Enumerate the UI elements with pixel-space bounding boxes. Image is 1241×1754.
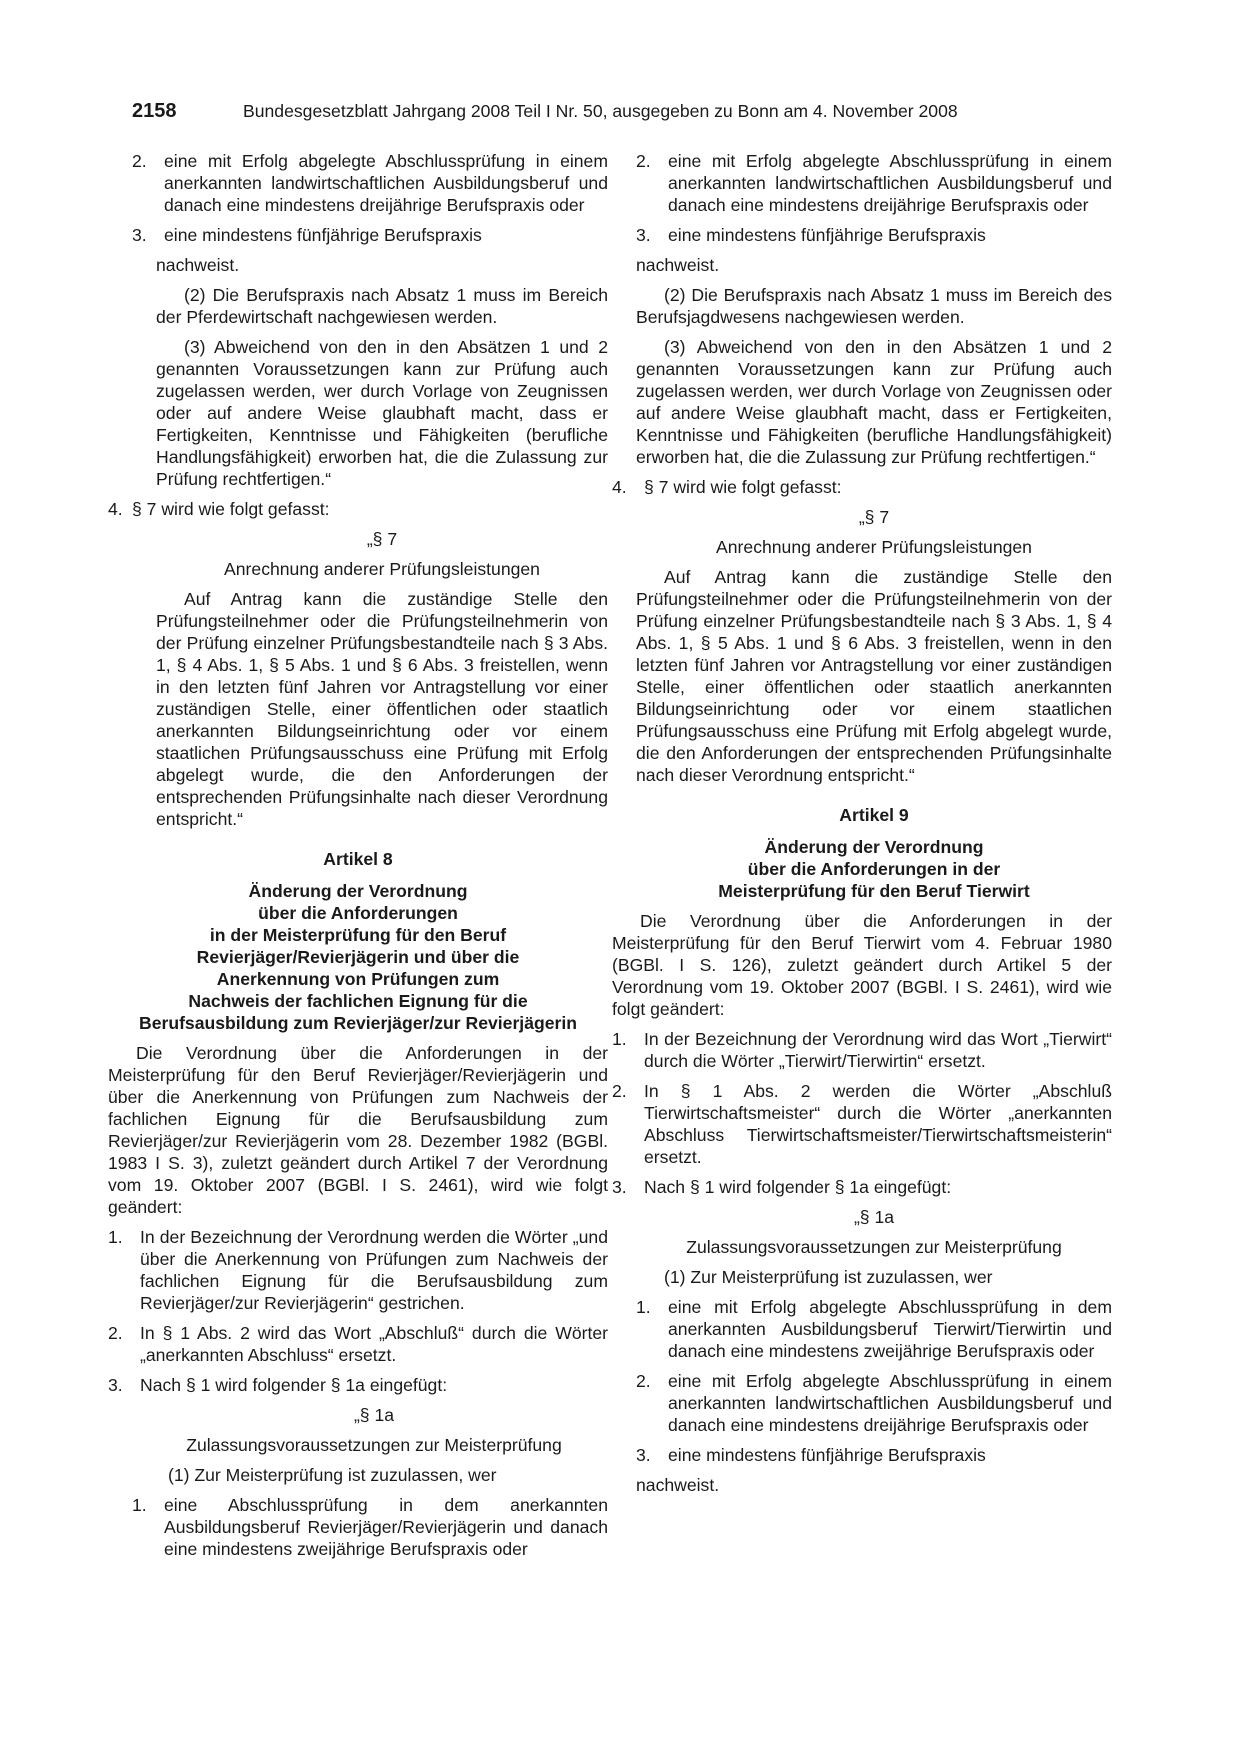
paragraph-number: „§ 1a: [353, 1405, 395, 1425]
list-item: 2. eine mit Erfolg abgelegte Abschlussprüfung in einem anerkannten landwirtschaftlichen Ausbildungsberuf und danach eine mindestens dreijährige Berufspraxis oder: [636, 1371, 1112, 1435]
paragraph-number: „§ 7: [858, 507, 890, 527]
right-column: [612, 150, 1112, 1504]
absatz-2: (2) Die Berufspraxis nach Absatz 1 muss im Bereich des Berufsjagdwesens nachgewiesen werden.: [636, 285, 1112, 327]
absatz-3: (3) Abweichend von den in den Absätzen 1 und 2 genannten Voraussetzungen kann zur Prüfung auch zugelassen werden, wer durch Vorlage von Zeugnissen oder auf andere Weise glaubhaft macht, dass er Fertigkeiten, Kenntnisse und Fähigkeiten (berufliche Handlungsfähigkeit) erworben hat, die die Zulassung zur Prüfung rechtfertigen.“: [156, 337, 608, 489]
list-item: 3. eine mindestens fünfjährige Berufspraxis: [636, 225, 986, 245]
article-intro: Die Verordnung über die Anforderungen in der Meisterprüfung für den Beruf Tierwirt vom 4. Februar 1980 (BGBl. I S. 126), zuletzt geändert durch Artikel 5 der Verordnung vom 19. Oktober 2007 (BGBl. I S. 2461), wird wie folgt geändert:: [612, 911, 1112, 1019]
paragraph-number: „§ 7: [366, 529, 398, 549]
list-item: 2. In § 1 Abs. 2 werden die Wörter „Abschluß Tierwirtschaftsmeister“ durch die Wörter „anerkannten Abschluss Tierwirtschaftsmeister/Tierwirtschaftsmeisterin“ ersetzt.: [612, 1081, 1112, 1167]
absatz-2: (2) Die Berufspraxis nach Absatz 1 muss im Bereich der Pferdewirtschaft nachgewiesen werden.: [156, 285, 608, 327]
left-column: [108, 150, 608, 1568]
nachweist-text: nachweist.: [636, 1475, 720, 1495]
article-intro: Die Verordnung über die Anforderungen in der Meisterprüfung für den Beruf Revierjäger/Revierjägerin und über die Anerkennung von Prüfungen zum Nachweis der fachlichen Eignung für die Berufsausbildung zum Revierjäger/zur Revierjägerin vom 28. Dezember 1982 (BGBl. 1983 I S. 3), zuletzt geändert durch Artikel 7 der Verordnung vom 19. Oktober 2007 (BGBl. I S. 2461), wird wie folgt geändert:: [108, 1043, 608, 1217]
page-header: [132, 100, 1112, 130]
paragraph-title: Zulassungsvoraussetzungen zur Meisterprüfung: [186, 1435, 562, 1455]
list-item: 3. Nach § 1 wird folgender § 1a eingefügt:: [612, 1177, 952, 1197]
page-number: 2158: [132, 100, 177, 122]
article-title: Artikel 9: [839, 805, 909, 825]
list-item: 4. § 7 wird wie folgt gefasst:: [612, 477, 842, 497]
article-title: Artikel 8: [323, 849, 393, 869]
list-item: 1. In der Bezeichnung der Verordnung wird das Wort „Tierwirt“ durch die Wörter „Tierwirt/Tierwirtin“ ersetzt.: [612, 1029, 1112, 1071]
absatz-1: (1) Zur Meisterprüfung ist zuzulassen, wer: [168, 1465, 497, 1485]
paragraph-title: Zulassungsvoraussetzungen zur Meisterprüfung: [686, 1237, 1062, 1257]
paragraph-text: Auf Antrag kann die zuständige Stelle den Prüfungsteilnehmer oder die Prüfungsteilnehmerin von der Prüfung einzelner Prüfungsbestandteile nach § 3 Abs. 1, § 4 Abs. 1, § 5 Abs. 1 und § 6 Abs. 3 freistellen, wenn in den letzten fünf Jahren vor Antragstellung vor einer zuständigen Stelle, einer öffentlichen oder staatlich anerkannten Bildungseinrichtung oder vor einem staatlichen Prüfungsausschuss eine Prüfung mit Erfolg abgelegt wurde, die den Anforderungen der entsprechenden Prüfungsinhalte nach dieser Verordnung entspricht.“: [636, 567, 1112, 785]
running-title: Bundesgesetzblatt Jahrgang 2008 Teil I Nr. 50, ausgegeben zu Bonn am 4. November 2008: [243, 101, 958, 121]
paragraph-number: „§ 1a: [853, 1207, 895, 1227]
list-item: 3. Nach § 1 wird folgender § 1a eingefügt:: [108, 1375, 448, 1395]
absatz-1: (1) Zur Meisterprüfung ist zuzulassen, wer: [664, 1267, 993, 1287]
paragraph-title: Anrechnung anderer Prüfungsleistungen: [224, 559, 540, 579]
list-item: 2. eine mit Erfolg abgelegte Abschlussprüfung in einem anerkannten landwirtschaftlichen Ausbildungsberuf und danach eine mindestens dreijährige Berufspraxis oder: [636, 151, 1112, 215]
paragraph-title: Anrechnung anderer Prüfungsleistungen: [716, 537, 1032, 557]
article-heading: Änderung der Verordnung über die Anforderungen in der Meisterprüfung für den Beruf Revierjäger/Revierjägerin und über die Anerkennung von Prüfungen zum Nachweis der fachlichen Eignung für die Berufsausbildung zum Revierjäger/zur Revierjägerin: [138, 881, 577, 1033]
list-item: 2. In § 1 Abs. 2 wird das Wort „Abschluß“ durch die Wörter „anerkannten Abschluss“ ersetzt.: [108, 1323, 608, 1365]
nachweist-text: nachweist.: [156, 255, 240, 275]
list-item: 3. eine mindestens fünfjährige Berufspraxis: [132, 225, 482, 245]
nachweist-text: nachweist.: [636, 255, 720, 275]
list-item: 1. In der Bezeichnung der Verordnung werden die Wörter „und über die Anerkennung von Prüfungen zum Nachweis der fachlichen Eignung für die Berufsausbildung zum Revierjäger/zur Revierjägerin“ gestrichen.: [108, 1227, 608, 1313]
list-item: 3. eine mindestens fünfjährige Berufspraxis: [636, 1445, 986, 1465]
list-item: 2. eine mit Erfolg abgelegte Abschlussprüfung in einem anerkannten landwirtschaftlichen Ausbildungsberuf und danach eine mindestens dreijährige Berufspraxis oder: [132, 151, 608, 215]
list-item: 4. § 7 wird wie folgt gefasst:: [108, 499, 330, 519]
absatz-3: (3) Abweichend von den in den Absätzen 1 und 2 genannten Voraussetzungen kann zur Prüfung auch zugelassen werden, wer durch Vorlage von Zeugnissen oder auf andere Weise glaubhaft macht, dass er Fertigkeiten, Kenntnisse und Fähigkeiten (berufliche Handlungsfähigkeit) erworben hat, die die Zulassung zur Prüfung rechtfertigen.“: [636, 337, 1112, 467]
list-item: 1. eine mit Erfolg abgelegte Abschlussprüfung in dem anerkannten Ausbildungsberuf Tierwirt/Tierwirtin und danach eine mindestens zweijährige Berufspraxis oder: [636, 1297, 1112, 1361]
paragraph-text: Auf Antrag kann die zuständige Stelle den Prüfungsteilnehmer oder die Prüfungsteilnehmerin von der Prüfung einzelner Prüfungsbestandteile nach § 3 Abs. 1, § 4 Abs. 1, § 5 Abs. 1 und § 6 Abs. 3 freistellen, wenn in den letzten fünf Jahren vor Antragstellung vor einer zuständigen Stelle, einer öffentlichen oder staatlich anerkannten Bildungseinrichtung oder vor einem staatlichen Prüfungsausschuss eine Prüfung mit Erfolg abgelegt wurde, die den Anforderungen der entsprechenden Prüfungsinhalte nach dieser Verordnung entspricht.“: [156, 589, 608, 829]
list-item: 1. eine Abschlussprüfung in dem anerkannten Ausbildungsberuf Revierjäger/Revierjägerin und danach eine mindestens zweijährige Berufspraxis oder: [132, 1495, 608, 1559]
article-heading: Änderung der Verordnung über die Anforderungen in der Meisterprüfung für den Beruf Tierwirt: [718, 837, 1030, 901]
